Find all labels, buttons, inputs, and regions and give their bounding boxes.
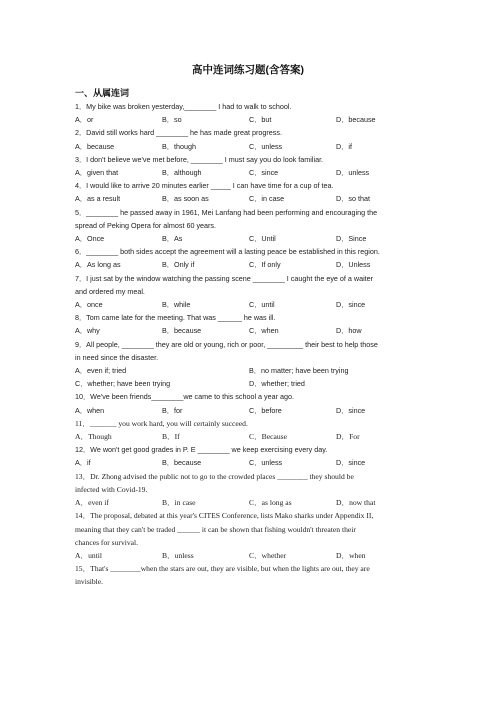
question-stem-continued: and ordered my meal.	[75, 286, 145, 296]
option-row	[75, 377, 425, 390]
question-stem: 14．The proposal, debated at this year's CITES Conference, lists Mako sharks under Appendix II,	[75, 511, 374, 521]
option-row	[75, 166, 425, 179]
option-c: C．Because	[249, 432, 287, 442]
question-stem: 9．All people, ________ they are old or young, rich or poor, _________ their best to help those	[75, 339, 378, 349]
option-b: B．no matter; have been trying	[249, 366, 349, 376]
option-row	[75, 404, 425, 417]
option-b: B．in case	[162, 498, 196, 508]
page-title: 高中连词练习题(含答案)	[192, 64, 304, 76]
option-row	[75, 258, 425, 271]
option-row	[75, 113, 425, 126]
question-stem: 2．David still works hard ________ he has made great progress.	[75, 128, 282, 138]
option-row	[75, 496, 425, 509]
option-a: A．when	[75, 405, 105, 415]
option-b: B．As	[162, 234, 183, 244]
option-b: B．though	[162, 141, 196, 151]
option-a: A．why	[75, 326, 100, 336]
option-row	[75, 456, 425, 469]
question-stem-continued: in need since the disaster.	[75, 352, 159, 362]
option-a: A．As long as	[75, 260, 121, 270]
option-row	[75, 298, 425, 311]
option-d: D．since	[336, 300, 366, 310]
option-a: A．until	[75, 550, 103, 560]
question-stem: 15．That's ________when the stars are out, they are visible, but when the lights are out, they are	[75, 564, 370, 574]
option-b: B．for	[162, 405, 183, 415]
section-heading: 一、从属连词	[75, 88, 130, 98]
option-a: A．or	[75, 115, 94, 125]
question-stem: 8．Tom came late for the meeting. That was ______ he was ill.	[75, 313, 276, 323]
question-stem: 6．________ both sides accept the agreement will a lasting peace be established in this region.	[75, 247, 380, 257]
question-stem: 13．Dr. Zhong advised the public not to go to the crowded places ________ they should be	[75, 471, 354, 481]
option-c: C．Until	[249, 234, 276, 244]
option-d: D．now that	[336, 498, 376, 508]
question-stem: 1．My bike was broken yesterday,________ I had to walk to school.	[75, 102, 292, 111]
option-a: A．given that	[75, 168, 119, 178]
option-d: D．Since	[336, 234, 367, 244]
option-row	[75, 324, 425, 337]
question-stem-continued: spread of Peking Opera for almost 60 years.	[75, 220, 217, 230]
option-d: D．because	[336, 115, 376, 125]
option-b: B．so	[162, 115, 182, 125]
option-b: B．unless	[162, 550, 194, 560]
option-c: C．before	[249, 405, 282, 415]
option-c: C．in case	[249, 194, 285, 204]
option-d: D．For	[336, 432, 360, 442]
question-stem-continued: meaning that they can't be traded ______ it can be shown that fishing wouldn't threaten their	[75, 524, 356, 534]
option-a: A．if	[75, 458, 91, 468]
question-stem-continued: chances for survival.	[75, 537, 139, 547]
option-d: D．how	[336, 326, 362, 336]
option-b: B．because	[162, 458, 202, 468]
option-c: C．since	[249, 168, 279, 178]
option-c: C．until	[249, 300, 275, 310]
option-a: A．even if; tried	[75, 366, 127, 376]
question-stem: 4．I would like to arrive 20 minutes earlier _____ I can have time for a cup of tea.	[75, 181, 334, 191]
option-c: C．whether; have been trying	[75, 379, 171, 389]
option-d: D．so that	[336, 194, 370, 204]
option-c: C．when	[249, 326, 279, 336]
option-d: D．Unless	[336, 260, 371, 270]
option-a: A．as a result	[75, 194, 121, 204]
option-d: D．if	[336, 141, 352, 151]
option-row	[75, 430, 425, 443]
option-row	[75, 549, 425, 562]
question-stem: 12．We won't get good grades in P. E ________ we keep exercising every day.	[75, 445, 328, 455]
question-stem: 11．_______ you work hard, you will certainly succeed.	[75, 418, 248, 428]
option-b: B．because	[162, 326, 202, 336]
option-b: B．Only if	[162, 260, 195, 270]
option-c: C．as long as	[249, 498, 292, 508]
question-stem-continued: invisible.	[75, 577, 104, 587]
question-stem: 10．We've been friends________we came to this school a year ago.	[75, 392, 294, 402]
option-d: D．since	[336, 458, 366, 468]
question-stem-continued: infected with Covid-19.	[75, 484, 148, 494]
question-list	[75, 100, 425, 589]
option-c: C．unless	[249, 141, 283, 151]
option-b: B．If	[162, 432, 180, 442]
option-a: A．once	[75, 300, 103, 310]
option-a: A．because	[75, 141, 115, 151]
option-row	[75, 232, 425, 245]
option-row	[75, 364, 425, 377]
option-a: A．Once	[75, 234, 105, 244]
option-c: C．unless	[249, 458, 283, 468]
option-b: B．although	[162, 168, 202, 178]
option-c: C．whether	[249, 550, 287, 560]
option-d: D．since	[336, 405, 366, 415]
option-row	[75, 140, 425, 153]
option-d: D．whether; tried	[249, 379, 305, 389]
option-d: D．unless	[336, 168, 370, 178]
option-c: C．If only	[249, 260, 281, 270]
question-stem: 7．I just sat by the window watching the passing scene ________ I caught the eye of a waiter	[75, 273, 374, 283]
option-b: B．while	[162, 300, 191, 310]
option-b: B．as soon as	[162, 194, 209, 204]
question-stem: 3．I don't believe we've met before, ________ I must say you do look familiar.	[75, 154, 324, 164]
option-d: D．when	[336, 550, 366, 560]
option-a: A．Though	[75, 432, 112, 442]
option-a: A．even if	[75, 498, 109, 508]
option-c: C．but	[249, 115, 272, 125]
question-stem: 5．________ he passed away in 1961, Mei Lanfang had been performing and encouraging the	[75, 207, 378, 217]
option-row	[75, 192, 425, 205]
